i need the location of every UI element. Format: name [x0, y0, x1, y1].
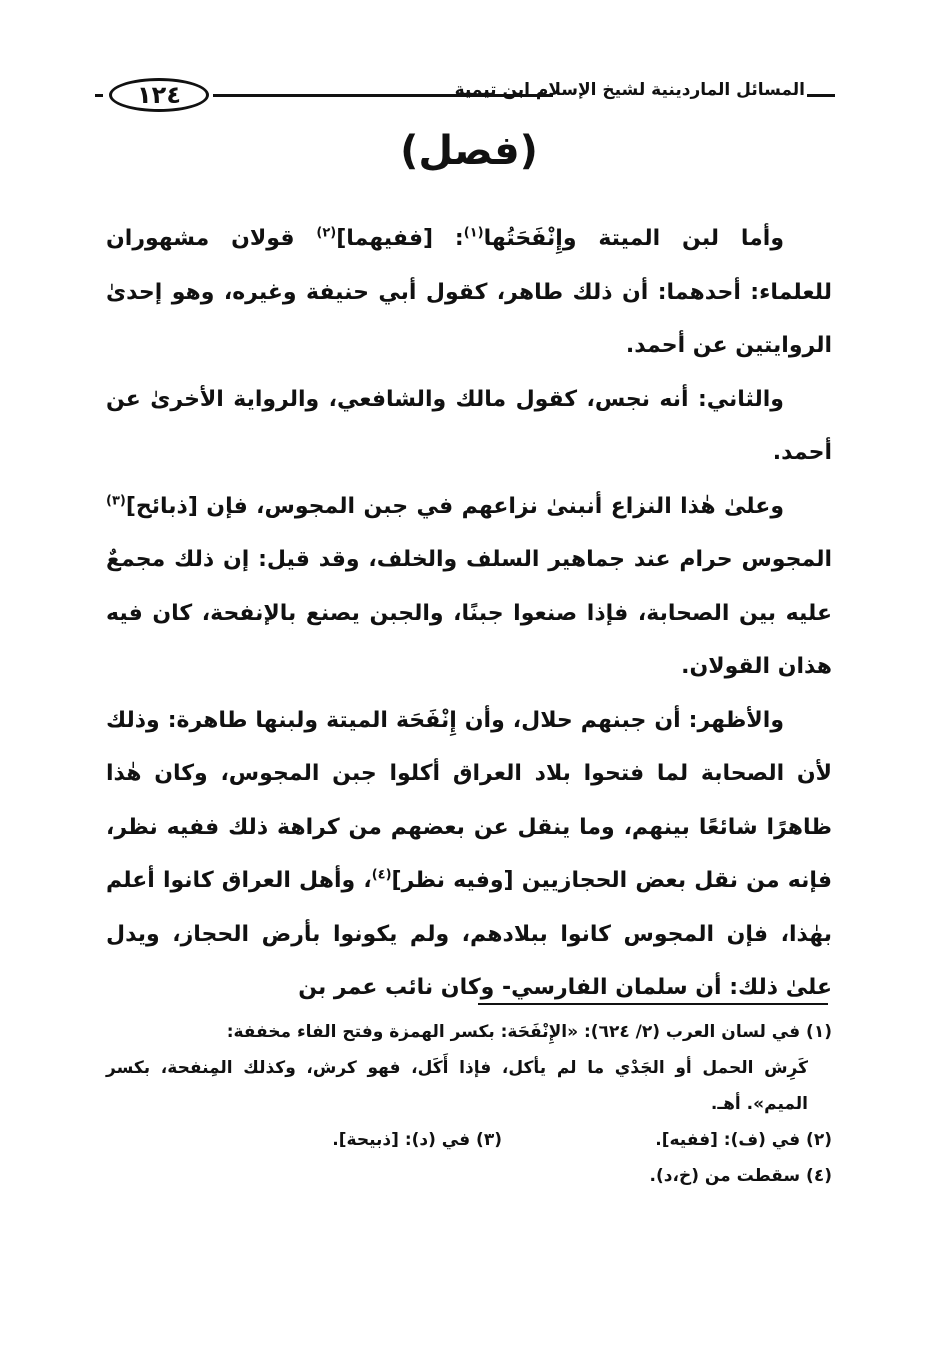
header-rule-right — [807, 94, 835, 97]
paragraph-text: ، وأهل العراق كانوا أعلم بهٰذا، فإن المجوس كانوا ببلادهم، ولم يكونوا بأرض الحجاز، ويدل علىٰ ذلك: أن سلمان الفارسي- وكان نائب عمر بن — [106, 868, 832, 1000]
paragraph-text: قولان مشهوران للعلماء: أحدهما: أن ذلك طاهر، كقول أبي حنيفة وغيره، وهو إحدىٰ الروايتين عن أحمد. — [106, 226, 832, 358]
footnote-marker-4: (٤) — [371, 867, 392, 883]
paragraph-3 — [106, 480, 832, 694]
footnote-marker-2: (٢) — [316, 225, 337, 241]
running-header — [95, 76, 835, 120]
footnote-2: (٢) في (ف): [ففيه]. — [655, 1130, 832, 1150]
footnote-separator — [478, 1003, 828, 1005]
section-heading: (فصل) — [400, 128, 538, 174]
footnote-marker-1: (١) — [463, 225, 484, 241]
footnotes — [106, 1014, 832, 1194]
footnote-1-continuation: كَرِش الحمل أو الجَدْي ما لم يأكل، فإذا أَكَل، فهو كرش، وكذلك المِنفحة، بكسر الميم». أهـ. — [106, 1058, 808, 1114]
footnote-1: (١) في لسان العرب (٢/ ٦٢٤): «الإِنْفَحَة: بكسر الهمزة وفتح الفاء مخففة: — [226, 1022, 832, 1042]
paragraph-2: والثاني: أنه نجس، كقول مالك والشافعي، والرواية الأخرىٰ عن أحمد. — [106, 386, 832, 465]
page-number-ornament — [109, 78, 209, 112]
paragraph-text: : [ففيهما] — [336, 226, 464, 251]
footnote-marker-3: (٣) — [106, 493, 126, 509]
paragraph-text: وأما لبن الميتة وإِنْفَحَتُها — [483, 226, 785, 251]
footnote-3: (٣) في (د): [ذبيحة]. — [332, 1130, 502, 1150]
paragraph-1 — [106, 212, 832, 373]
paragraph-text: وعلىٰ هٰذا النزاع أنبنىٰ نزاعهم في جبن المجوس، فإن [ذبائح] — [125, 493, 784, 519]
paragraph-4 — [106, 694, 832, 1015]
paragraph-text: والأظهر: أن جبنهم حلال، وأن إِنْفَحَة الميتة ولبنها طاهرة: وذلك لأن الصحابة لما فتحوا بلاد العراق أكلوا جبن المجوس، وكان هٰذا ظاهرًا شائعًا بينهم، وما ينقل عن بعضهم من كراهة ذلك ففيه نظر، فإنه من نقل بعض الحجازيين [وفيه نظر] — [106, 707, 832, 893]
page-number: ١٢٤ — [137, 81, 181, 109]
running-title: المسائل الماردينية لشيخ الإسلام ابن تيمية — [454, 80, 805, 100]
header-rule-left — [95, 94, 103, 97]
paragraph-text: المجوس حرام عند جماهير السلف والخلف، وقد قيل: إن ذلك مجمعٌ عليه بين الصحابة، فإذا صنعوا جبنًا، والجبن يصنع بالإنفحة، كان فيه هذان القولان. — [106, 547, 832, 679]
body-text — [106, 212, 832, 1015]
footnote-4: (٤) سقطت من (خ،د). — [649, 1166, 832, 1186]
footnote-row — [106, 1122, 832, 1158]
